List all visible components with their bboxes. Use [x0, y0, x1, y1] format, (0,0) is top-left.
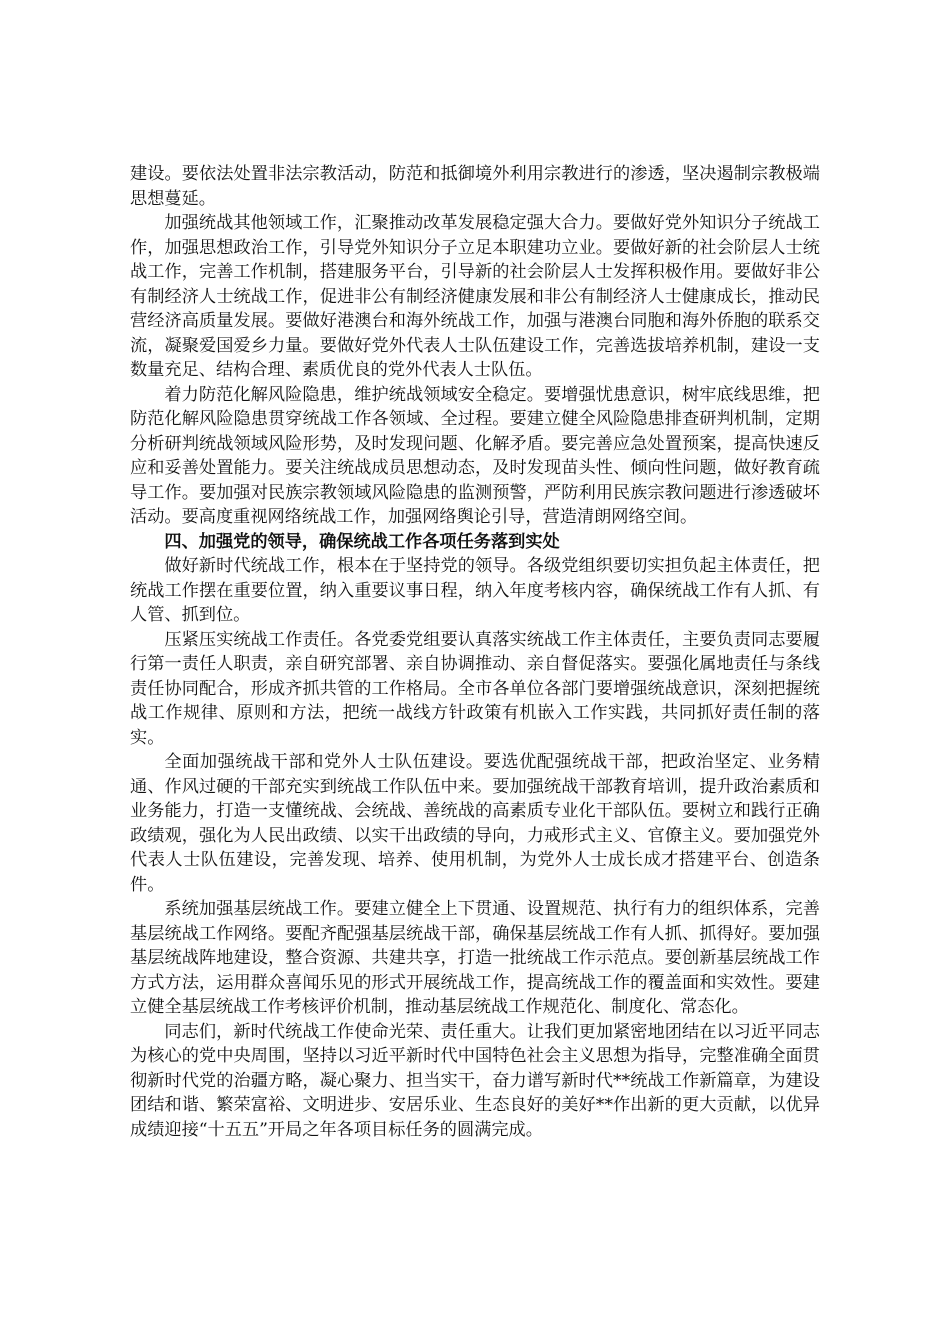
paragraph-5: 做好新时代统战工作，根本在于坚持党的领导。各级党组织要切实担负起主体责任，把统战工作摆在重要位置，纳入重要议事日程，纳入年度考核内容，确保统战工作有人抓、有人管、抓到位。 [130, 556, 820, 625]
document-page [130, 162, 820, 1142]
paragraph-1: 建设。要依法处置非法宗教活动，防范和抵御境外利用宗教进行的渗透，坚决遏制宗教极端思想蔓延。 [130, 164, 820, 209]
paragraph-6: 压紧压实统战工作责任。各党委党组要认真落实统战工作主体责任，主要负责同志要履行第一责任人职责，亲自研究部署、亲自协调推动、亲自督促落实。要强化属地责任与条线责任协同配合，形成齐抓共管的工作格局。全市各单位各部门要增强统战意识，深刻把握统战工作规律、原则和方法，把统一战线方针政策有机嵌入工作实践，共同抓好责任制的落实。 [130, 629, 820, 748]
paragraph-9: 同志们，新时代统战工作使命光荣、责任重大。让我们更加紧密地团结在以习近平同志为核心的党中央周围，坚持以习近平新时代中国特色社会主义思想为指导，完整准确全面贯彻新时代党的治疆方略，凝心聚力、担当实干，奋力谱写新时代**统战工作新篇章，为建设团结和谐、繁荣富裕、文明进步、安居乐业、生态良好的美好**作出新的更大贡献，以优异成绩迎接“十五五”开局之年各项目标任务的圆满完成。 [130, 1021, 820, 1140]
paragraph-2: 加强统战其他领域工作，汇聚推动改革发展稳定强大合力。要做好党外知识分子统战工作，加强思想政治工作，引导党外知识分子立足本职建功立业。要做好新的社会阶层人士统战工作，完善工作机制，搭建服务平台，引导新的社会阶层人士发挥积极作用。要做好非公有制经济人士统战工作，促进非公有制经济健康发展和非公有制经济人士健康成长，推动民营经济高质量发展。要做好港澳台和海外统战工作，加强与港澳台同胞和海外侨胞的联系交流，凝聚爱国爱乡力量。要做好党外代表人士队伍建设工作，完善选拔培养机制，建设一支数量充足、结构合理、素质优良的党外代表人士队伍。 [130, 213, 820, 380]
paragraph-3: 着力防范化解风险隐患，维护统战领域安全稳定。要增强忧患意识，树牢底线思维，把防范化解风险隐患贯穿统战工作各领域、全过程。要建立健全风险隐患排查研判机制，定期分析研判统战领域风险形势，及时发现问题、化解矛盾。要完善应急处置预案，提高快速反应和妥善处置能力。要关注统战成员思想动态，及时发现苗头性、倾向性问题，做好教育疏导工作。要加强对民族宗教领域风险隐患的监测预警，严防利用民族宗教问题进行渗透破坏活动。要高度重视网络统战工作，加强网络舆论引导，营造清朗网络空间。 [130, 384, 820, 527]
section-heading-4: 四、加强党的领导，确保统战工作各项任务落到实处 [164, 531, 560, 552]
paragraph-7: 全面加强统战干部和党外人士队伍建设。要选优配强统战干部，把政治坚定、业务精通、作风过硬的干部充实到统战工作队伍中来。要加强统战干部教育培训，提升政治素质和业务能力，打造一支懂统战、会统战、善统战的高素质专业化干部队伍。要树立和践行正确政绩观，强化为人民出政绩、以实干出政绩的导向，力戒形式主义、官僚主义。要加强党外代表人士队伍建设，完善发现、培养、使用机制，为党外人士成长成才搭建平台、创造条件。 [130, 752, 820, 895]
paragraph-8: 系统加强基层统战工作。要建立健全上下贯通、设置规范、执行有力的组织体系，完善基层统战工作网络。要配齐配强基层统战干部，确保基层统战工作有人抓、抓得好。要加强基层统战阵地建设，整合资源、共建共享，打造一批统战工作示范点。要创新基层统战工作方式方法，运用群众喜闻乐见的形式开展统战工作，提高统战工作的覆盖面和实效性。要建立健全基层统战工作考核评价机制，推动基层统战工作规范化、制度化、常态化。 [130, 899, 820, 1017]
